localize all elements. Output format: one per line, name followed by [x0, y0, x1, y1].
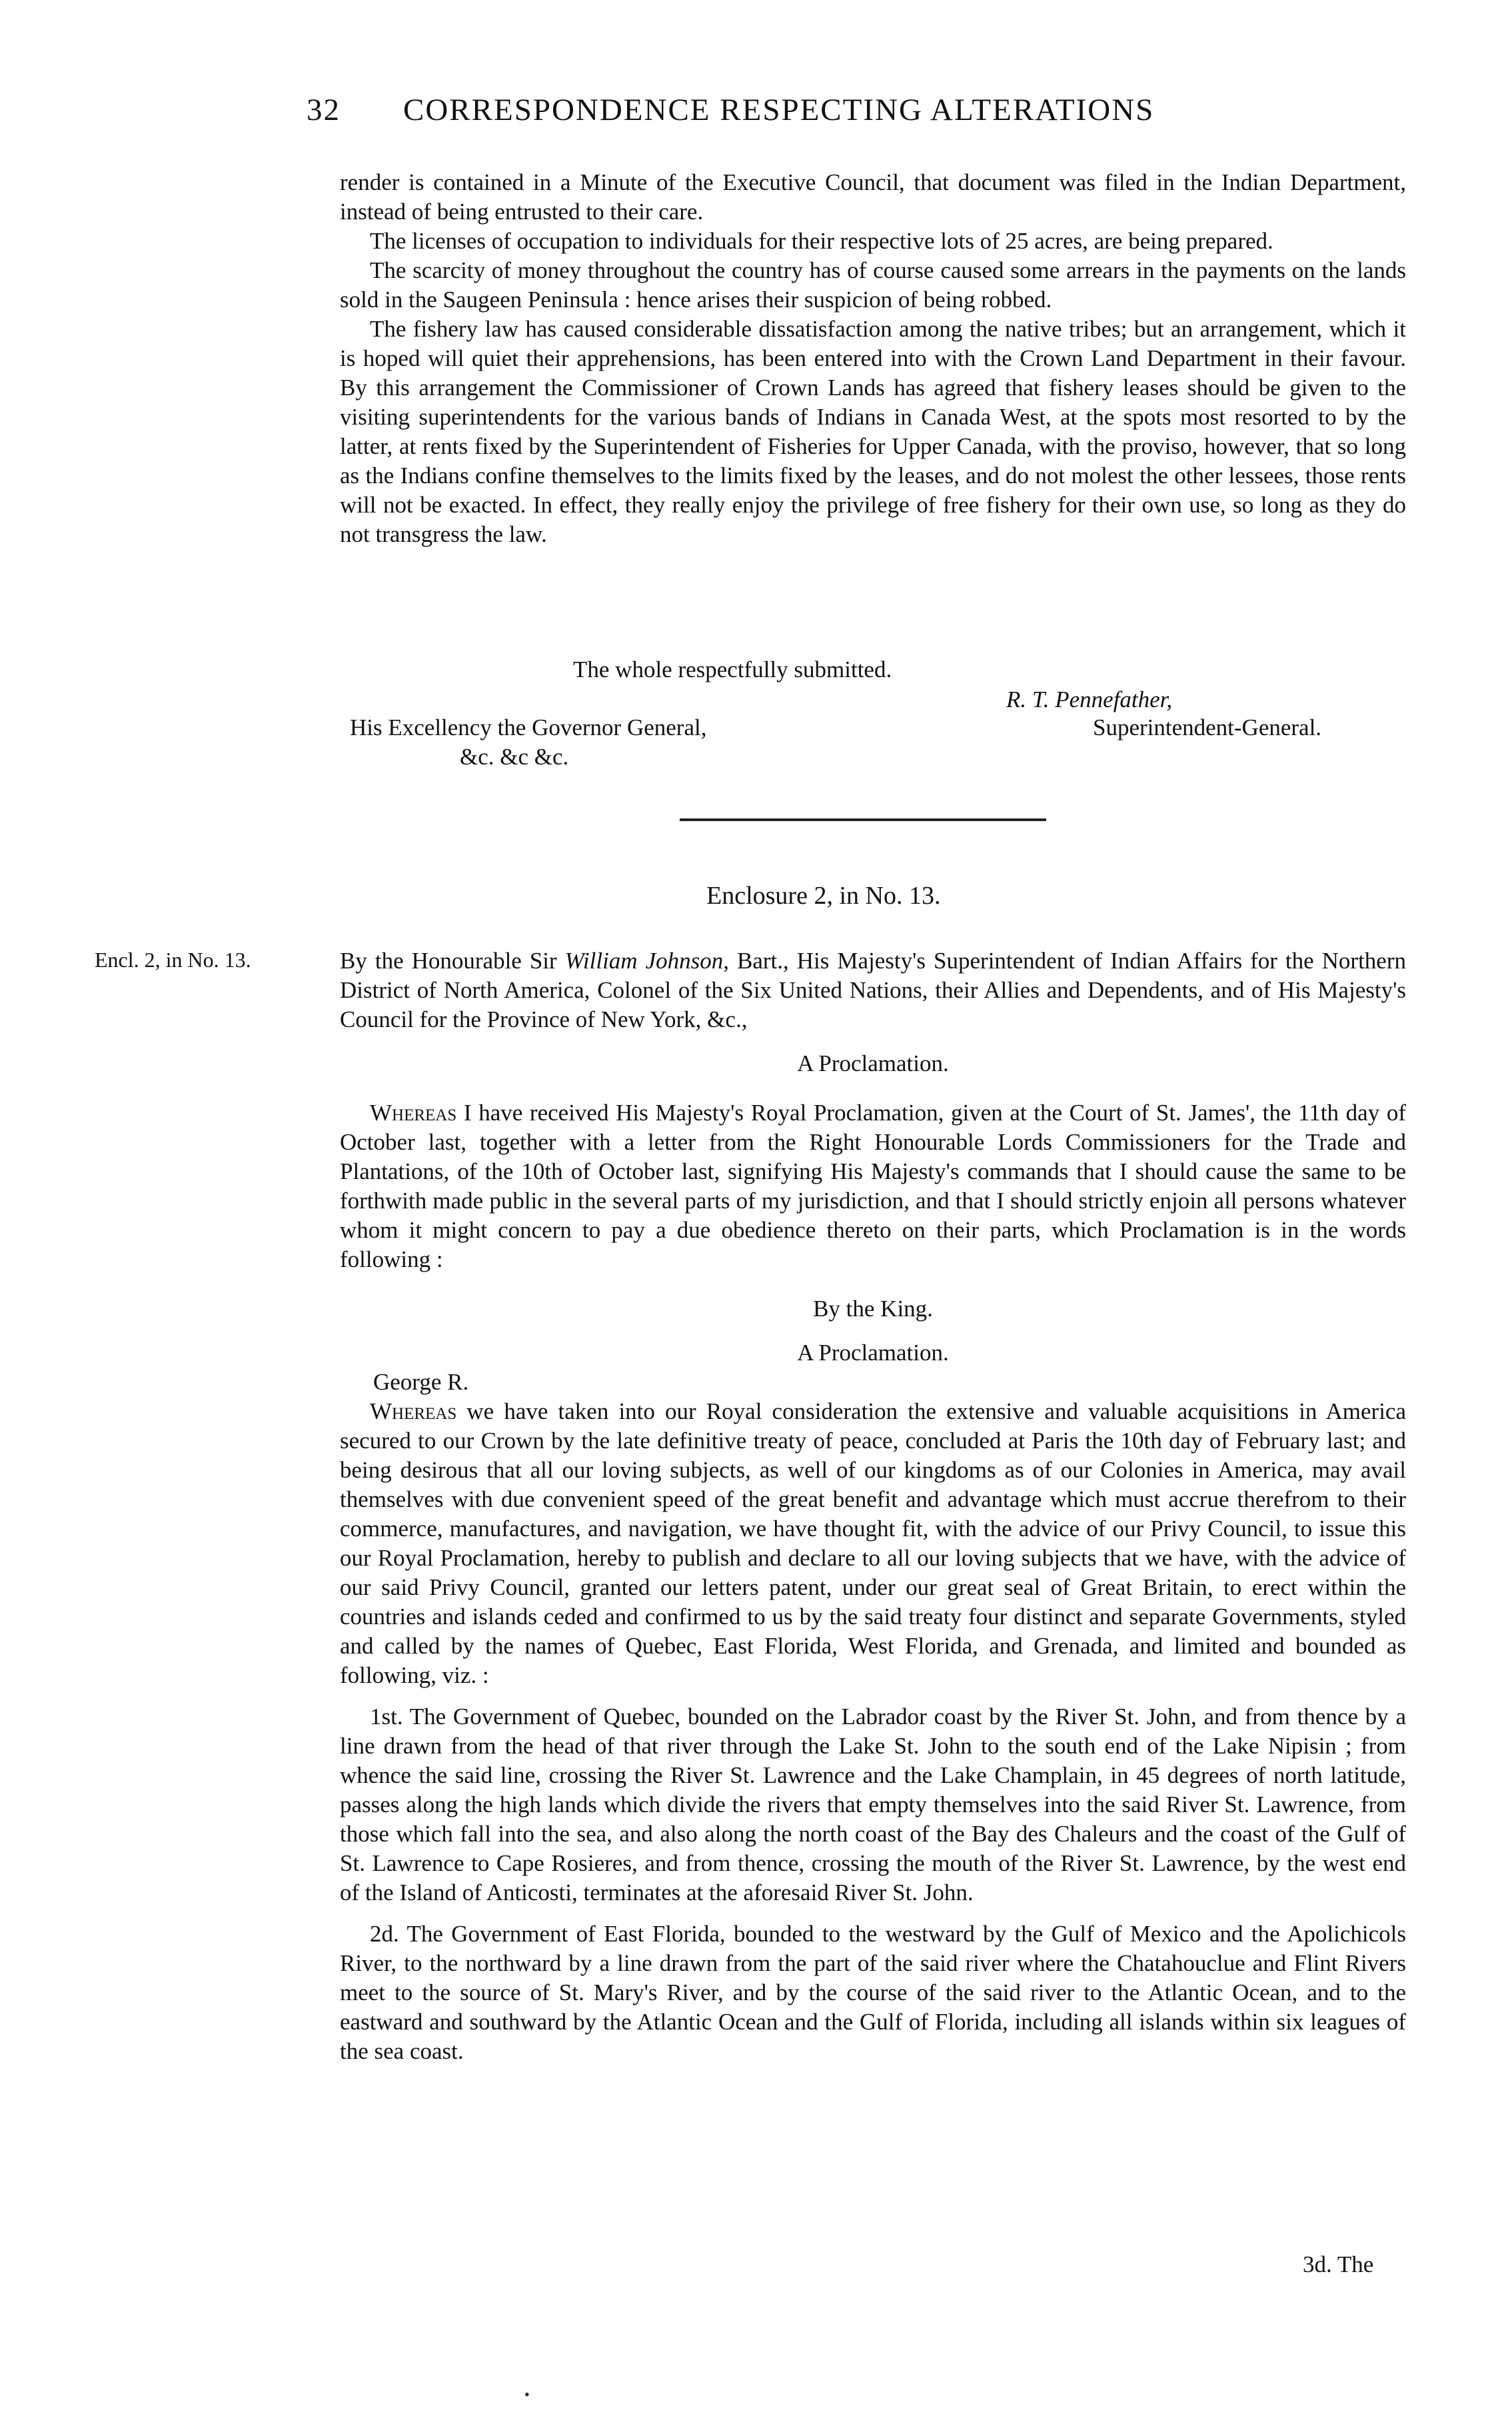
- whereas-text: I have received His Majesty's Royal Proclamation, given at the Court of St. James', the 11th day of October last, together with a letter from the Right Honourable Lords Commissioners for the Trade and Plantations, of the 10th of October last, signifying His Majesty's commands that I should cause the same to be forthwith made public in the several parts of my jurisdiction, and that I should strictly enjoin all persons whatever whom it might concern to pay a due obedience thereto on their parts, which Proclamation is in the words following :: [340, 1100, 1406, 1272]
- george-r: George R.: [373, 1369, 469, 1395]
- report-paragraph-4: The fishery law has caused considerable dissatisfaction among the native tribes; but an arrangement, which it is hoped will quiet their apprehensions, has been entered into with the Crown Land Department in their favour. By this arrangement the Commissioner of Crown Lands has agreed that fishery leases should be given to the visiting superintendents for the various bands of Indians in Canada West, at the spots most resorted to by the latter, at rents fixed by the Superintendent of Fisheries for Upper Canada, with the proviso, however, that so long as the Indians confine themselves to the limits fixed by the leases, and do not molest the other lessees, those rents will not be exacted. In effect, they really enjoy the privilege of free fishery for their own use, so long as they do not transgress the law.: [340, 316, 1406, 547]
- royal-whereas-word: Whereas: [370, 1398, 457, 1424]
- royal-whereas-paragraph: [340, 1397, 1406, 1690]
- intro-pre: By the Honourable Sir: [340, 948, 565, 974]
- east-florida-paragraph: 2d. The Government of East Florida, bounded to the westward by the Gulf of Mexico and the Apolichicols River, to the northward by a line drawn from the part of the said river where the Chatahouclue and Flint Rivers meet to the source of St. Mary's River, and by the course of the said river to the Atlantic Ocean, and to the eastward and southward by the Atlantic Ocean and the Gulf of Florida, including all islands within six leagues of the sea coast.: [340, 1921, 1406, 2064]
- by-the-king: By the King.: [813, 1296, 933, 1322]
- running-header: [307, 92, 1273, 128]
- whereas-paragraph: [340, 1098, 1406, 1274]
- royal-whereas-text: we have taken into our Royal consideration the extensive and valuable acquisitions in America secured to our Crown by the late definitive treaty of peace, concluded at Paris the 10th day of February last; and being desirous that all our loving subjects, as well of our kingdoms as of our Colonies in America, may avail themselves with due convenient speed of the great benefit and advantage which must accrue therefrom to their commerce, manufactures, and navigation, we have thought fit, with the advice of our Privy Council, to issue this our Royal Proclamation, hereby to publish and declare to all our loving subjects that we have, with the advice of our said Privy Council, granted our letters patent, under our great seal of Great Britain, to erect within the countries and islands ceded and confirmed to us by the said treaty four distinct and separate Governments, styled and called by the names of Quebec, East Florida, West Florida, and Grenada, and limited and bounded as following, viz. :: [340, 1398, 1406, 1688]
- section-divider: [680, 818, 1046, 821]
- intro-name: William Johnson: [564, 948, 724, 974]
- signer-title: Superintendent-General.: [1093, 714, 1322, 740]
- proclamation-heading: A Proclamation.: [797, 1050, 949, 1076]
- page-number: 32: [307, 93, 341, 127]
- report-paragraph-2: The licenses of occupation to individuals for their respective lots of 25 acres, are being prepared.: [370, 228, 1273, 254]
- report-paragraph-3: The scarcity of money throughout the country has of course caused some arrears in the payments on the lands sold in the Saugeen Peninsula : hence arises their suspicion of being robbed.: [340, 257, 1406, 313]
- enclosure-text: [340, 946, 1406, 2066]
- addressee-etc: &c. &c &c.: [460, 744, 569, 770]
- ink-mark: •: [524, 2386, 530, 2403]
- whereas-word: Whereas: [370, 1100, 457, 1126]
- enclosure-heading: Enclosure 2, in No. 13.: [706, 882, 941, 910]
- report-text: [340, 168, 1406, 549]
- enclosure-intro: [340, 946, 1406, 1034]
- addressee: His Excellency the Governor General,: [350, 714, 707, 740]
- proclamation-heading-2: A Proclamation.: [797, 1340, 949, 1366]
- running-title: CORRESPONDENCE RESPECTING ALTERATIONS: [403, 93, 1155, 127]
- margin-note: Encl. 2, in No. 13.: [95, 948, 251, 972]
- closing-line: The whole respectfully submitted.: [573, 656, 892, 682]
- signer-name: R. T. Pennefather,: [1006, 686, 1173, 712]
- report-paragraph-1: render is contained in a Minute of the Executive Council, that document was filed in the Indian Department, instead of being entrusted to their care.: [340, 169, 1406, 225]
- quebec-paragraph: 1st. The Government of Quebec, bounded on the Labrador coast by the River St. John, and from thence by a line drawn from the head of that river through the Lake St. John to the south end of the Lake Nipisin ; from whence the said line, crossing the River St. Lawrence and the Lake Champlain, in 45 degrees of north latitude, passes along the high lands which divide the rivers that empty themselves into the said River St. Lawrence, from those which fall into the sea, and also along the north coast of the Bay des Chaleurs and the coast of the Gulf of St. Lawrence to Cape Rosieres, and from thence, crossing the mouth of the River St. Lawrence, by the west end of the Island of Anticosti, terminates at the aforesaid River St. John.: [340, 1704, 1406, 1905]
- intro-post: , Bart., His Majesty's Superintendent of Indian Affairs for the Northern District of North America, Colonel of the Six United Nations, their Allies and Dependents, and of His Majesty's Council for the Province of New York, &c.,: [340, 948, 1406, 1032]
- catchword: 3d. The: [1303, 2251, 1374, 2277]
